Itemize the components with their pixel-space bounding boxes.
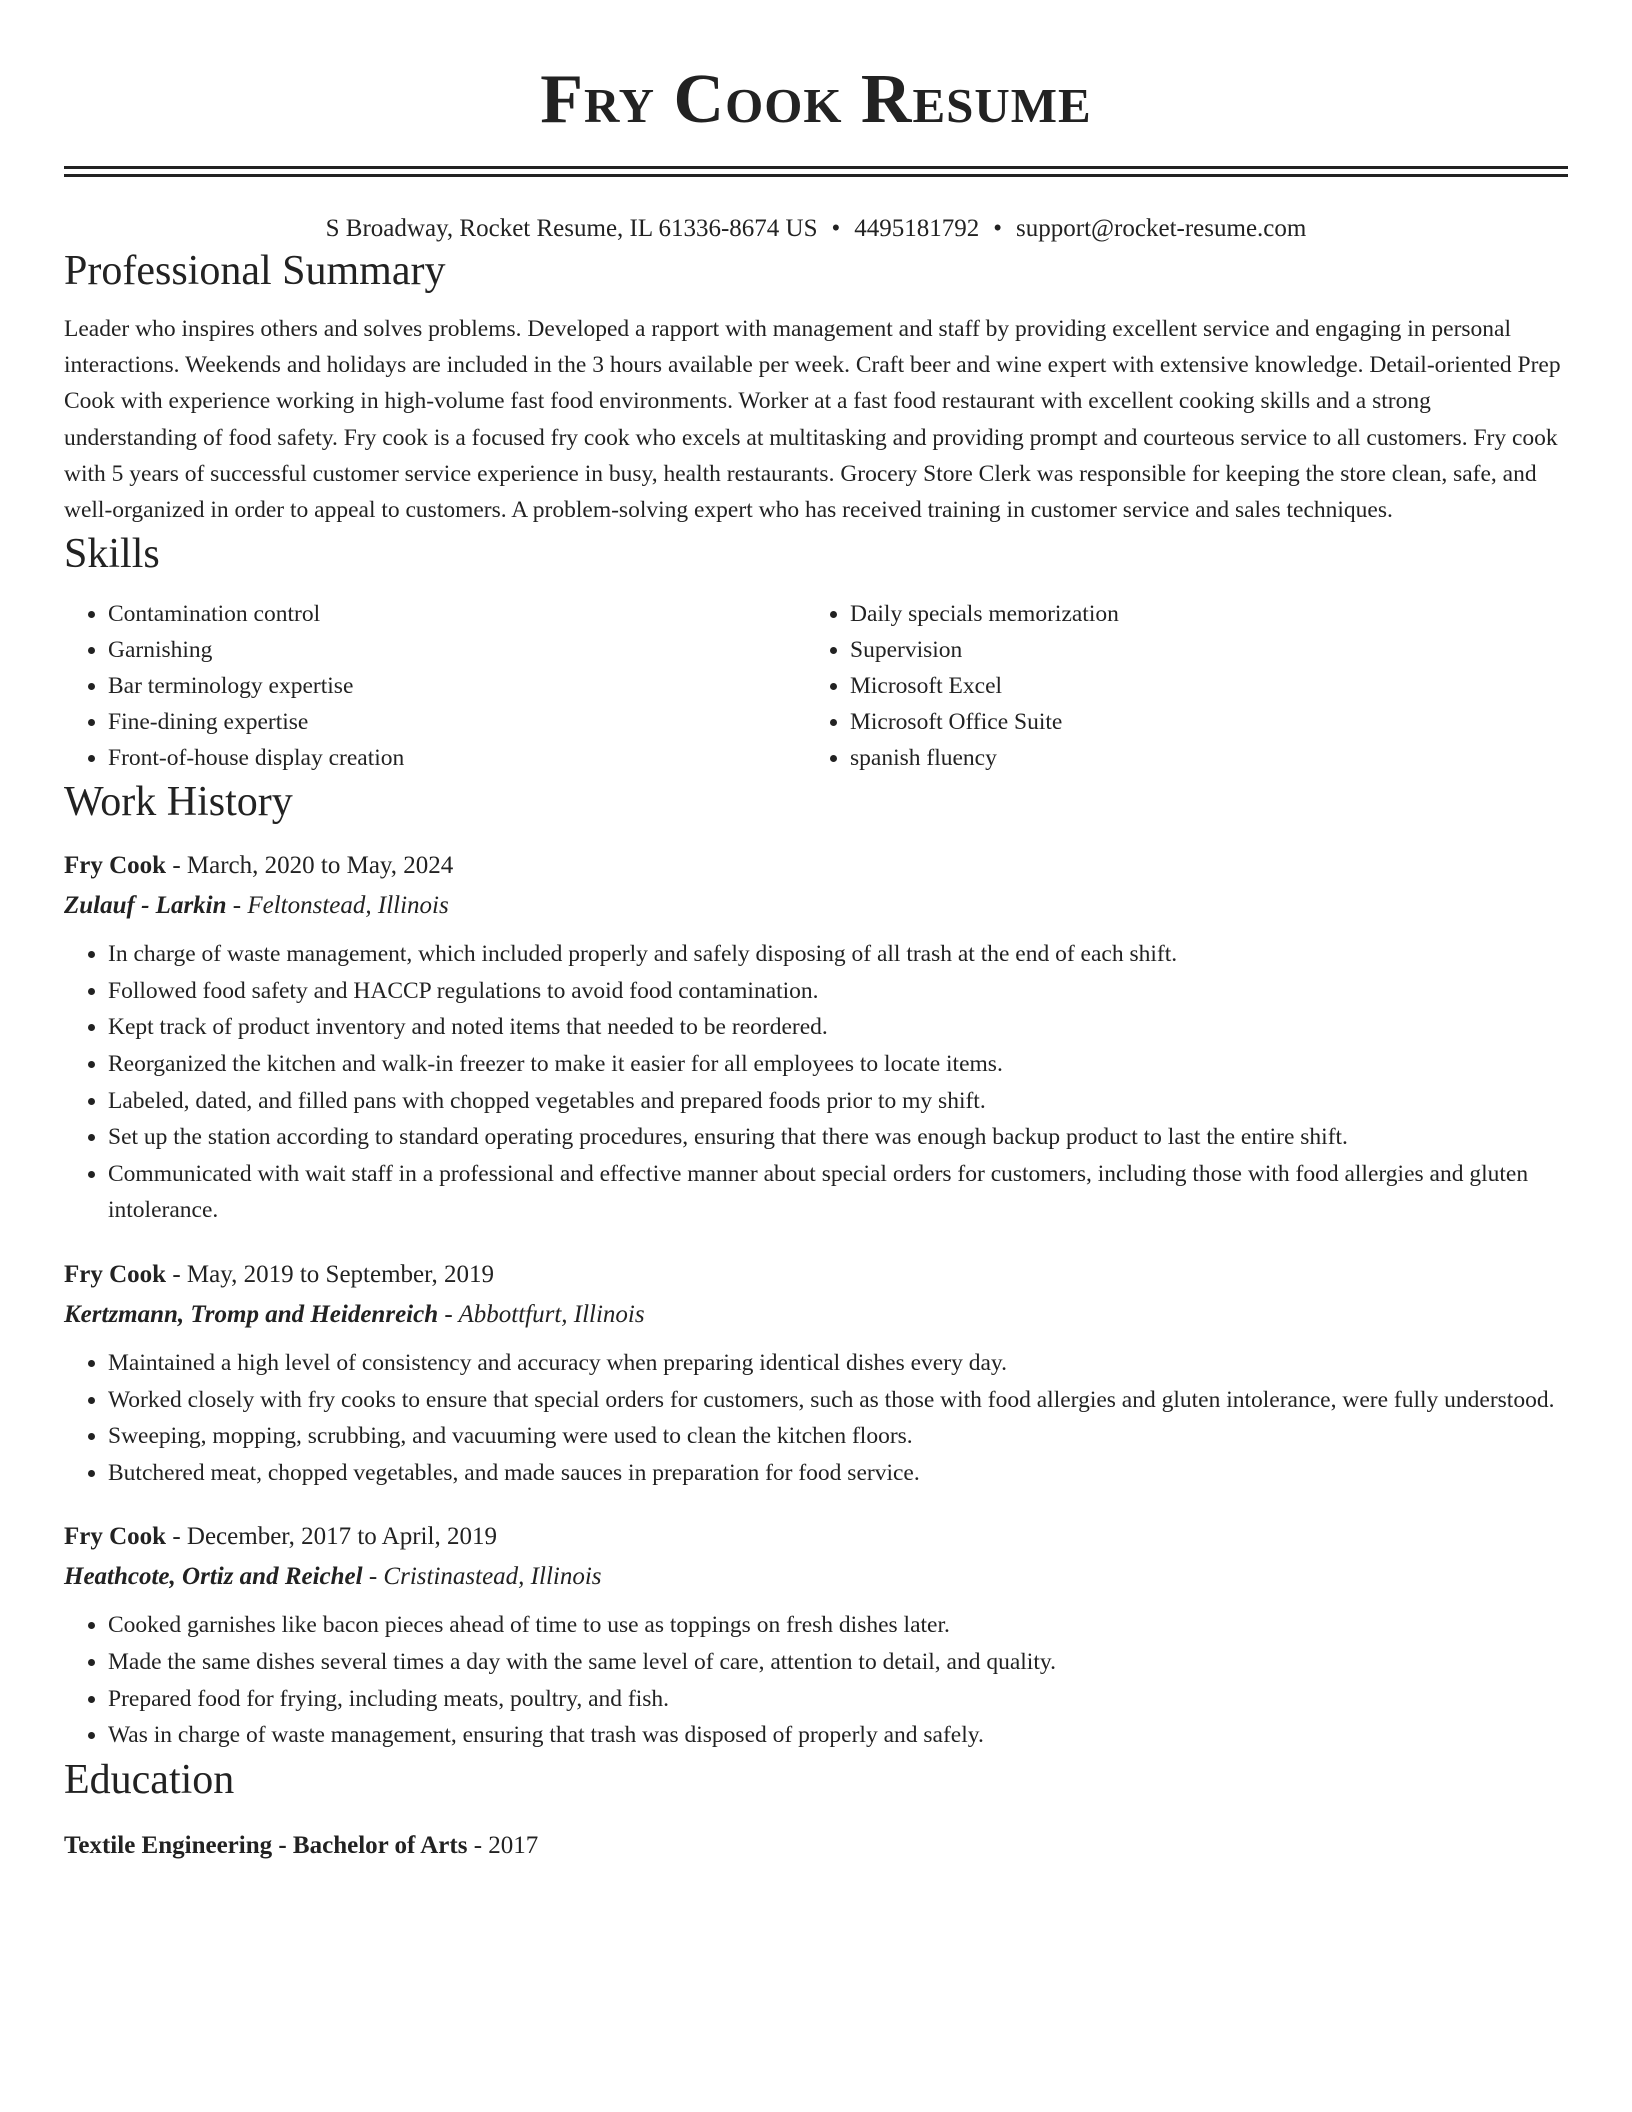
job-company-line: [64, 886, 1568, 926]
contact-separator: •: [993, 215, 1003, 242]
summary-heading: Professional Summary: [64, 248, 446, 294]
job-bullet: • Labeled, dated, and filled pans with chopped vegetables and prepared foods prior to my shift.: [108, 1083, 1568, 1120]
job-bullet: • Reorganized the kitchen and walk-in freezer to make it easier for all employees to locate items.: [108, 1046, 1568, 1083]
job-location: - Cristinastead, Illinois: [362, 1563, 602, 1591]
job-location: - Abbottfurt, Illinois: [438, 1300, 645, 1328]
job-dates: - December, 2017 to April, 2019: [166, 1523, 497, 1551]
skill-item: • spanish fluency: [850, 740, 1548, 776]
job-title-line: [64, 846, 1568, 886]
job-bullet: • Prepared food for frying, including meats, poultry, and fish.: [108, 1681, 1568, 1718]
job-bullet: • Was in charge of waste management, ensuring that trash was disposed of properly and safely.: [108, 1717, 1568, 1754]
education-year: - 2017: [467, 1831, 539, 1859]
job-entry: [64, 1255, 1568, 1491]
job-title: Fry Cook: [64, 1260, 167, 1288]
job-company: Heathcote, Ortiz and Reichel: [64, 1563, 363, 1591]
resume-title: Fry Cook Resume: [540, 61, 1092, 138]
job-dates: - May, 2019 to September, 2019: [166, 1260, 494, 1288]
education-entry: [64, 1826, 1568, 1866]
contact-email[interactable]: support@rocket-resume.com: [1016, 215, 1307, 242]
job-bullet: • Communicated with wait staff in a professional and effective manner about special orders for customers, including those with food allergies and gluten intolerance.: [108, 1156, 1568, 1229]
work-history-heading: Work History: [64, 779, 293, 826]
job-company: Kertzmann, Tromp and Heidenreich: [64, 1300, 439, 1328]
job-bullet: • In charge of waste management, which included properly and safely disposing of all trash at the end of each shift.: [108, 936, 1568, 973]
job-title-line: [64, 1517, 1568, 1557]
job-bullet: • Made the same dishes several times a day with the same level of care, attention to detail, and quality.: [108, 1644, 1568, 1681]
education-heading: Education: [64, 1756, 235, 1803]
skills-grid: [64, 596, 1568, 776]
summary-text: Leader who inspires others and solves problems. Developed a rapport with management and staff by providing excellent service and engaging in personal interactions. Weekends and holidays are included in the 3 hours available per week. Craft beer and wine expert with extensive knowledge. Detail-oriented Prep Cook with experience working in high-volume fast food environments. Worker at a fast food restaurant with excellent cooking skills and a strong understanding of food safety. Fry cook is a focused fry cook who excels at multitasking and providing prompt and courteous service to all customers. Fry cook with 5 years of successful customer service experience in busy, health restaurants. Grocery Store Clerk was responsible for keeping the store clean, safe, and well-organized in order to appeal to customers. A problem-solving expert who has received training in customer service and sales techniques.: [64, 316, 1561, 524]
job-location: - Feltonstead, Illinois: [226, 892, 449, 920]
job-entry: [64, 846, 1568, 1229]
job-bullets: [64, 1345, 1568, 1491]
job-dates: - March, 2020 to May, 2024: [166, 852, 454, 880]
skill-item: • Fine-dining expertise: [108, 704, 806, 740]
contact-separator: •: [831, 215, 841, 242]
job-bullets: [64, 1607, 1568, 1753]
job-bullet: • Maintained a high level of consistency and accuracy when preparing identical dishes every day.: [108, 1345, 1568, 1382]
education-degree: Textile Engineering - Bachelor of Arts: [64, 1831, 468, 1859]
contact-phone[interactable]: 4495181792: [854, 215, 980, 242]
job-bullet: • Set up the station according to standard operating procedures, ensuring that there was enough backup product to last the entire shift.: [108, 1119, 1568, 1156]
job-entry: [64, 1517, 1568, 1753]
skill-item: • Microsoft Office Suite: [850, 704, 1548, 740]
job-bullet: • Sweeping, mopping, scrubbing, and vacuuming were used to clean the kitchen floors.: [108, 1418, 1568, 1455]
job-title: Fry Cook: [64, 1523, 167, 1551]
skill-item: • Microsoft Excel: [850, 668, 1548, 704]
job-bullet: • Kept track of product inventory and noted items that needed to be reordered.: [108, 1009, 1568, 1046]
skill-item: • Supervision: [850, 632, 1548, 668]
job-bullet: • Butchered meat, chopped vegetables, and made sauces in preparation for food service.: [108, 1455, 1568, 1492]
job-bullets: [64, 936, 1568, 1229]
skills-column-left: [64, 596, 806, 776]
skill-item: • Contamination control: [108, 596, 806, 632]
title-divider: [64, 166, 1568, 177]
skills-column-right: [806, 596, 1548, 776]
job-company-line: [64, 1295, 1568, 1335]
skill-item: • Garnishing: [108, 632, 806, 668]
job-bullet: • Followed food safety and HACCP regulations to avoid food contamination.: [108, 973, 1568, 1010]
contact-address: S Broadway, Rocket Resume, IL 61336-8674 US: [325, 215, 818, 242]
skill-item: • Daily specials memorization: [850, 596, 1548, 632]
work-history-list: [64, 846, 1568, 1754]
job-bullet: • Cooked garnishes like bacon pieces ahead of time to use as toppings on fresh dishes later.: [108, 1607, 1568, 1644]
job-company-line: [64, 1557, 1568, 1597]
job-bullet: • Worked closely with fry cooks to ensure that special orders for customers, such as those with food allergies and gluten intolerance, were fully understood.: [108, 1382, 1568, 1419]
contact-line: [64, 213, 1568, 245]
job-title-line: [64, 1255, 1568, 1295]
skills-heading: Skills: [64, 531, 160, 578]
job-company: Zulauf - Larkin: [64, 892, 227, 920]
skill-item: • Bar terminology expertise: [108, 668, 806, 704]
skill-item: • Front-of-house display creation: [108, 740, 806, 776]
job-title: Fry Cook: [64, 852, 167, 880]
